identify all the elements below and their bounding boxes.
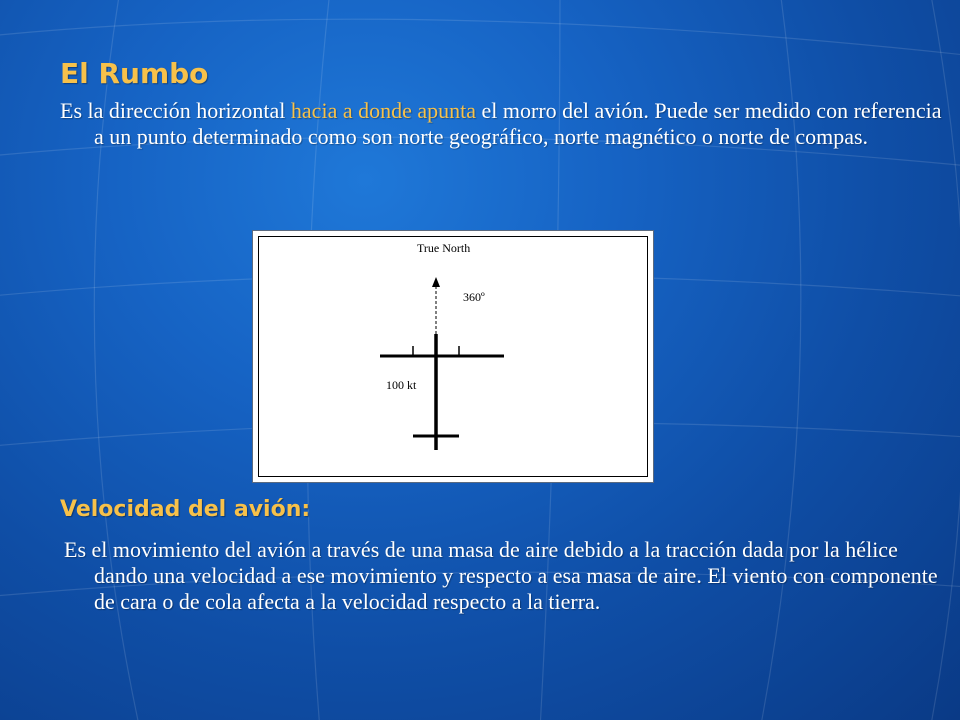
- heading-diagram: [253, 231, 653, 482]
- section-title-rumbo: El Rumbo: [60, 57, 209, 90]
- rumbo-description: [60, 98, 944, 150]
- rumbo-text-end: el morro del avión. Puede ser medido con referencia a un punto determinado como son norte geográfico, norte magnético o norte de compas.: [94, 98, 942, 149]
- heading-degrees-label: 360º: [463, 290, 485, 304]
- north-arrow-head-icon: [432, 277, 440, 287]
- rumbo-text-highlight: hacia a donde apunta: [290, 98, 476, 123]
- true-north-label: True North: [417, 241, 471, 255]
- velocidad-description: Es el movimiento del avión a través de una masa de aire debido a la tracción dada por la hélice dando una velocidad a ese movimiento y respecto a esa masa de aire. El viento con componente de cara o de cola afecta a la velocidad respecto a la tierra.: [64, 537, 938, 614]
- aircraft-heading-diagram: [255, 233, 651, 480]
- section-title-velocidad: Velocidad del avión:: [60, 497, 311, 522]
- rumbo-text-start: Es la dirección horizontal: [60, 98, 291, 123]
- airspeed-label: 100 kt: [386, 378, 417, 392]
